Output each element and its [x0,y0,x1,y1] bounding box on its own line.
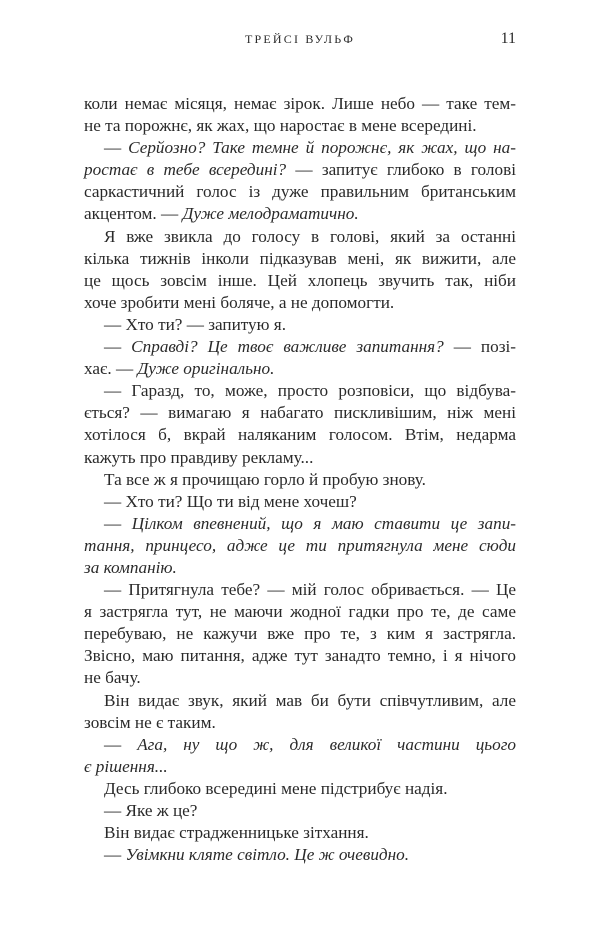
text: не та порожнє, як жах, що наростає в мене всередині. [84,116,477,136]
text-line [84,734,516,756]
text-line [84,535,516,557]
text-line [84,424,516,446]
text: акцентом. — [84,204,183,224]
text-line [84,844,516,866]
text-line [84,579,516,601]
italic-text: Увімкни кляте світло. Це ж очевидно. [125,845,410,865]
text-line [84,203,516,225]
text-line [84,137,516,159]
text: — [104,734,138,754]
text-line [84,248,516,270]
text: саркастичний голос із дуже правильним британським [84,182,516,202]
text: — Гаразд, то, може, просто розповіси, що відбува- [104,381,516,401]
text-line [84,181,516,203]
text: — Хто ти? — запитую я. [104,314,286,334]
text-line [84,380,516,402]
text: хотілося б, вкрай наляканим голосом. Втім, недарма [84,425,516,445]
text-line [84,778,516,800]
text-line [84,623,516,645]
italic-text: є рішення... [84,756,168,776]
text-line [84,712,516,734]
text-line [84,800,516,822]
text: — Хто ти? Що ти від мене хочеш? [104,491,357,511]
italic-text: Серйозно? Таке темне й порожнє, як жах, що на- [128,138,516,158]
text-line [84,513,516,535]
page-body-text [84,93,516,866]
text-line [84,93,516,115]
text: кілька тижнів інколи підказував мені, як вижити, але [84,248,516,268]
text-line [84,469,516,491]
italic-text: тання, принцесо, адже це ти притягнула мене сюди [84,535,516,555]
running-title: ТРЕЙСІ ВУЛЬФ [244,32,356,46]
text: Він видає страдженницьке зітхання. [104,823,369,843]
text: коли немає місяця, немає зірок. Лише небо — таке тем- [84,94,516,113]
text-line [84,491,516,513]
text: Я вже звикла до голосу в голові, який за останні [104,226,516,246]
italic-text: Ага, ну що ж, для великої частини цього [137,734,516,754]
text-line [84,115,516,137]
text: я застрягла тут, не маючи жодної гадки про те, де саме [84,602,516,622]
text-line [84,292,516,314]
text: — [104,845,126,865]
italic-text: Цілком впевнений, що я маю ставити це запи- [131,513,517,533]
text: — [104,513,132,533]
text: не бачу. [84,668,141,688]
text-line [84,402,516,424]
text-line [84,756,516,778]
text-line [84,601,516,623]
text-line [84,226,516,248]
text: — запитує глибоко в голові [286,160,516,180]
text: — Яке ж це? [104,801,198,820]
text-line [84,822,516,844]
italic-text: Дуже мелодраматично. [182,204,359,224]
text: це щось зовсім інше. Цей хлопець звучить так, ніби [84,270,516,290]
text-line [84,667,516,689]
text: Десь глибоко всередині мене підстрибує надія. [104,778,448,798]
text: — [104,337,132,357]
text: Та все ж я прочищаю горло й пробую знову. [104,469,426,489]
text: кажуть про правдиву рекламу... [84,447,314,467]
text-line [84,159,516,181]
text: Він видає звук, який мав би бути співчутливим, але [104,690,516,710]
text: — [104,138,129,158]
text: хоче зробити мені боляче, а не допомогти. [84,292,395,312]
text: Звісно, маю питання, адже тут занадто темно, і я нічого [84,646,516,666]
text: — Притягнула тебе? — мій голос обривається. — Це [104,580,516,600]
text-line [84,645,516,667]
italic-text: Справді? Це твоє важливе запитання? [131,337,444,357]
text-line [84,336,516,358]
italic-text: ростає в тебе всередині? [84,160,287,180]
page-header [0,32,600,52]
text: зовсім не є таким. [84,712,216,732]
text: хає. — [84,359,138,379]
text-line [84,447,516,469]
text-line [84,358,516,380]
text: — позі- [443,337,516,357]
italic-text: Дуже оригінально. [137,359,275,379]
text-line [84,314,516,336]
text-line [84,270,516,292]
text-line [84,690,516,712]
italic-text: за компанію. [84,557,177,577]
page-number: 11 [500,30,516,47]
text: перебуваю, не кажучи вже про те, з ким я застрягла. [84,624,516,644]
text: ється? — вимагаю я набагато пискливішим, ніж мені [84,403,516,423]
text-line [84,557,516,579]
